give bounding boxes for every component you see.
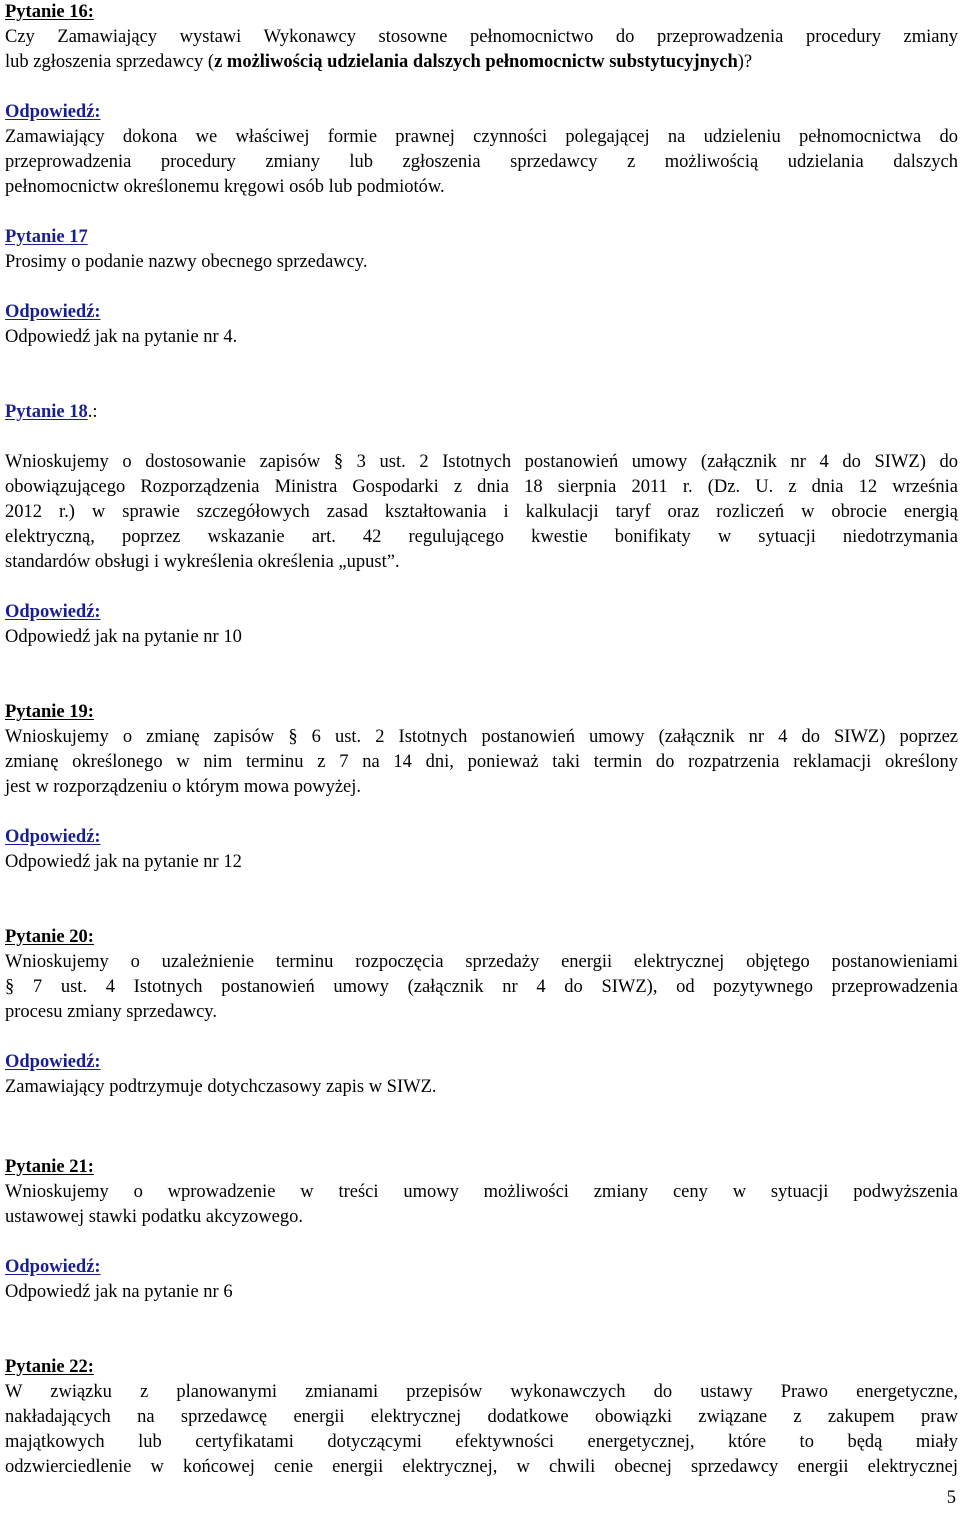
question-19-text-line-1: Wnioskujemy o zmianę zapisów § 6 ust. 2 Istotnych postanowień umowy (załącznik nr 4 do SIWZ) poprzez: [5, 727, 958, 747]
question-16-title: Pytanie 16:: [5, 2, 94, 22]
question-18-answer-label: Odpowiedź:: [5, 602, 101, 622]
question-19-answer-line-1: Odpowiedź jak na pytanie nr 12: [5, 852, 242, 872]
question-18-text-line-5: standardów obsługi i wykreślenia określenia „upust”.: [5, 552, 400, 572]
question-18-text-line-1: Wnioskujemy o dostosowanie zapisów § 3 ust. 2 Istotnych postanowień umowy (załącznik nr 4 do SIWZ) do: [5, 452, 958, 472]
question-21-text-line-1: Wnioskujemy o wprowadzenie w treści umowy możliwości zmiany ceny w sytuacji podwyższenia: [5, 1182, 958, 1202]
question-22-text-line-2: nakładających na sprzedawcę energii elektrycznej dodatkowe obowiązki związane z zakupem praw: [5, 1407, 958, 1427]
question-16-answer-line-1: Zamawiający dokona we właściwej formie prawnej czynności polegającej na udzieleniu pełnomocnictwa do: [5, 127, 958, 147]
question-19-text-line-2: zmianę określonego w nim terminu z 7 na 14 dni, ponieważ taki termin do rozpatrzenia reklamacji określony: [5, 752, 958, 772]
question-21-text-line-2: ustawowej stawki podatku akcyzowego.: [5, 1207, 303, 1227]
question-20-answer-label: Odpowiedź:: [5, 1052, 101, 1072]
question-18-text-line-3: 2012 r.) w sprawie szczegółowych zasad kształtowania i kalkulacji taryf oraz rozliczeń w obrocie energią: [5, 502, 958, 522]
question-21-answer-label: Odpowiedź:: [5, 1257, 101, 1277]
question-18-title: Pytanie 18: [5, 402, 88, 422]
question-16-answer-line-3: pełnomocnictw określonemu kręgowi osób lub podmiotów.: [5, 177, 445, 197]
question-18-title-suffix: .:: [87, 402, 98, 422]
question-18-text-line-2: obowiązującego Rozporządzenia Ministra Gospodarki z dnia 18 sierpnia 2011 r. (Dz. U. z dnia 12 września: [5, 477, 958, 497]
question-16-bold-phrase: z możliwością udzielania dalszych pełnomocnictw substytucyjnych: [214, 52, 738, 72]
question-22-title: Pytanie 22:: [5, 1357, 94, 1377]
question-22-text-line-4: odzwierciedlenie w końcowej cenie energii elektrycznej, w chwili obecnej sprzedawcy energii elektrycznej: [5, 1457, 958, 1477]
question-16-text-line-1: Czy Zamawiający wystawi Wykonawcy stosowne pełnomocnictwo do przeprowadzenia procedury zmiany: [5, 27, 958, 47]
question-17-answer-label: Odpowiedź:: [5, 302, 101, 322]
question-22-text-line-3: majątkowych lub certyfikatami dotyczącymi efektywności energetycznej, które to będą miały: [5, 1432, 958, 1452]
question-18-title-line: [5, 401, 958, 423]
question-21-title: Pytanie 21:: [5, 1157, 94, 1177]
question-19-title: Pytanie 19:: [5, 702, 94, 722]
question-16-answer-label: Odpowiedź:: [5, 102, 101, 122]
question-22-text-line-1: W związku z planowanymi zmianami przepisów wykonawczych do ustawy Prawo energetyczne,: [5, 1382, 958, 1402]
question-18-answer-line-1: Odpowiedź jak na pytanie nr 10: [5, 627, 242, 647]
question-16-answer-line-2: przeprowadzenia procedury zmiany lub zgłoszenia sprzedawcy z możliwością udzielania dalszych: [5, 152, 958, 172]
question-19-answer-label: Odpowiedź:: [5, 827, 101, 847]
page-number: 5: [946, 1488, 956, 1508]
question-20-answer-line-1: Zamawiający podtrzymuje dotychczasowy zapis w SIWZ.: [5, 1077, 437, 1097]
question-17-answer-line-1: Odpowiedź jak na pytanie nr 4.: [5, 327, 238, 347]
question-17-text-line-1: Prosimy o podanie nazwy obecnego sprzedawcy.: [5, 252, 368, 272]
question-20-text-line-2: § 7 ust. 4 Istotnych postanowień umowy (załącznik nr 4 do SIWZ), od pozytywnego przeprowadzenia: [5, 977, 958, 997]
question-16-text-line-2: lub zgłoszenia sprzedawcy (z możliwością udzielania dalszych pełnomocnictw substytucyjnych)?: [5, 52, 753, 72]
question-19-text-line-3: jest w rozporządzeniu o którym mowa powyżej.: [5, 777, 362, 797]
question-20-title: Pytanie 20:: [5, 927, 94, 947]
question-17-title: Pytanie 17: [5, 227, 88, 247]
question-20-text-line-3: procesu zmiany sprzedawcy.: [5, 1002, 217, 1022]
question-21-answer-line-1: Odpowiedź jak na pytanie nr 6: [5, 1282, 233, 1302]
question-18-text-line-4: elektryczną, poprzez wskazanie art. 42 regulującego kwestie bonifikaty w sytuacji niedotrzymania: [5, 527, 958, 547]
question-20-text-line-1: Wnioskujemy o uzależnienie terminu rozpoczęcia sprzedaży energii elektrycznej objętego postanowieniami: [5, 952, 958, 972]
